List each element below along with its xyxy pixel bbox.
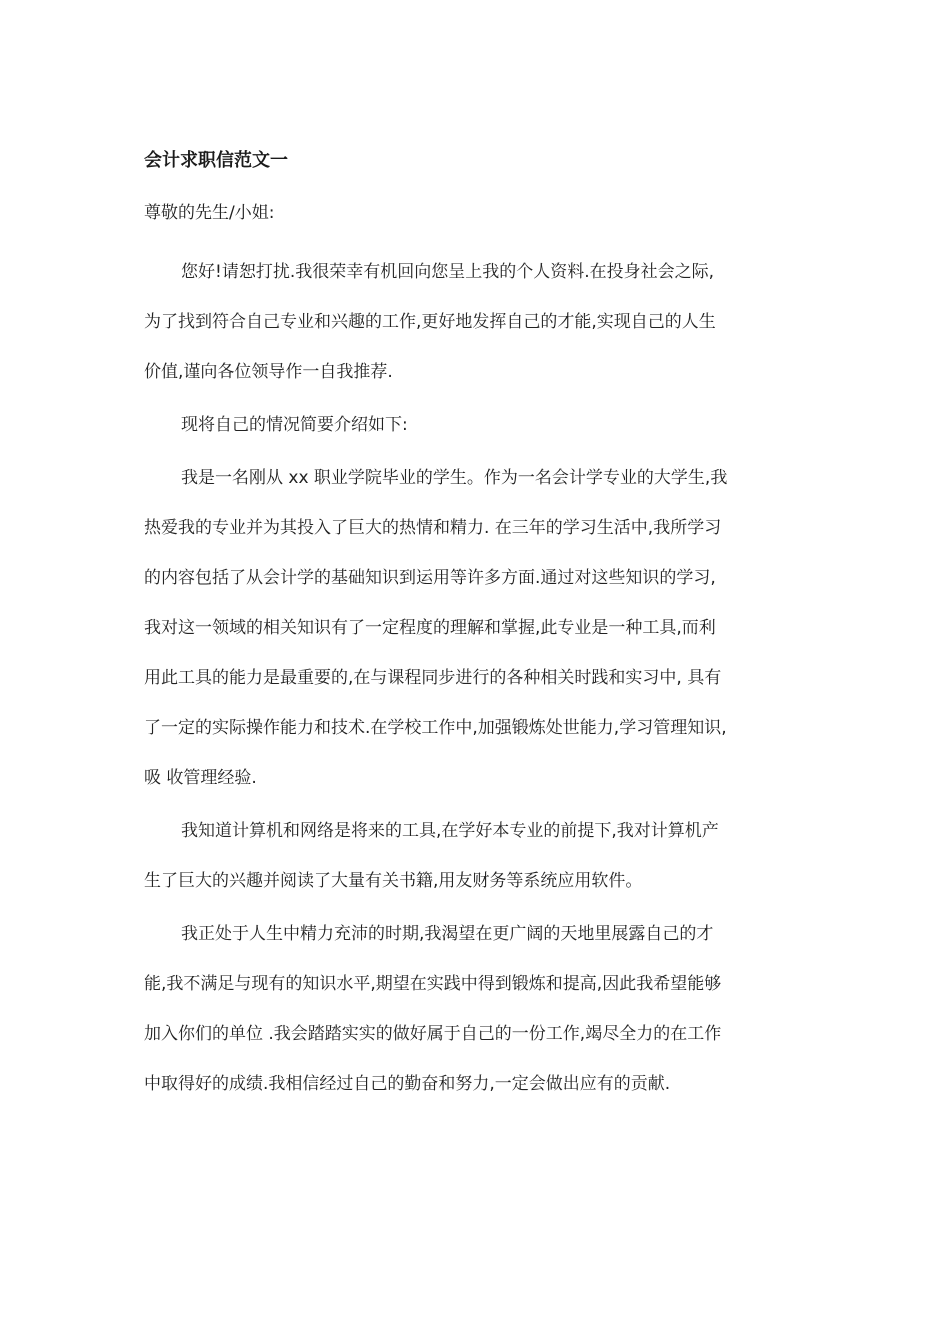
paragraph-line: 我是一名刚从 xx 职业学院毕业的学生。作为一名会计学专业的大学生,我 bbox=[181, 468, 728, 488]
paragraph-background bbox=[144, 453, 794, 803]
paragraph-line: 吸 收管理经验. bbox=[144, 768, 257, 788]
salutation: 尊敬的先生/小姐: bbox=[144, 203, 275, 223]
paragraph-line: 用此工具的能力是最重要的,在与课程同步进行的各种相关时践和实习中, 具有 bbox=[144, 668, 722, 688]
paragraph-line: 我知道计算机和网络是将来的工具,在学好本专业的前提下,我对计算机产 bbox=[181, 821, 719, 841]
paragraph-intro bbox=[144, 400, 794, 450]
document-body bbox=[144, 144, 794, 1109]
paragraph-computer-skills bbox=[144, 806, 794, 906]
paragraph-line: 我对这一领域的相关知识有了一定程度的理解和掌握,此专业是一种工具,而利 bbox=[144, 618, 716, 638]
paragraph-line: 生了巨大的兴趣并阅读了大量有关书籍,用友财务等系统应用软件。 bbox=[144, 871, 643, 891]
paragraph-line: 您好!请恕打扰.我很荣幸有机回向您呈上我的个人资料.在投身社会之际, bbox=[181, 262, 715, 282]
paragraph-line: 中取得好的成绩.我相信经过自己的勤奋和努力,一定会做出应有的贡献. bbox=[144, 1074, 671, 1094]
paragraph-line: 我正处于人生中精力充沛的时期,我渴望在更广阔的天地里展露自己的才 bbox=[181, 924, 714, 944]
paragraph-line: 现将自己的情况简要介绍如下: bbox=[181, 415, 408, 435]
paragraph-line: 的内容包括了从会计学的基础知识到运用等许多方面.通过对这些知识的学习, bbox=[144, 568, 716, 588]
paragraph-closing bbox=[144, 909, 794, 1109]
document-title: 会计求职信范文一 bbox=[144, 150, 288, 171]
paragraph-line: 价值,谨向各位领导作一自我推荐. bbox=[144, 362, 393, 382]
paragraph-greeting bbox=[144, 247, 794, 397]
paragraph-line: 了一定的实际操作能力和技术.在学校工作中,加强锻炼处世能力,学习管理知识, bbox=[144, 718, 727, 738]
paragraph-line: 热爱我的专业并为其投入了巨大的热情和精力. 在三年的学习生活中,我所学习 bbox=[144, 518, 722, 538]
paragraph-line: 加入你们的单位 .我会踏踏实实的做好属于自己的一份工作,竭尽全力的在工作 bbox=[144, 1024, 722, 1044]
paragraph-line: 为了找到符合自己专业和兴趣的工作,更好地发挥自己的才能,实现自己的人生 bbox=[144, 312, 716, 332]
paragraph-line: 能,我不满足与现有的知识水平,期望在实践中得到锻炼和提高,因此我希望能够 bbox=[144, 974, 722, 994]
